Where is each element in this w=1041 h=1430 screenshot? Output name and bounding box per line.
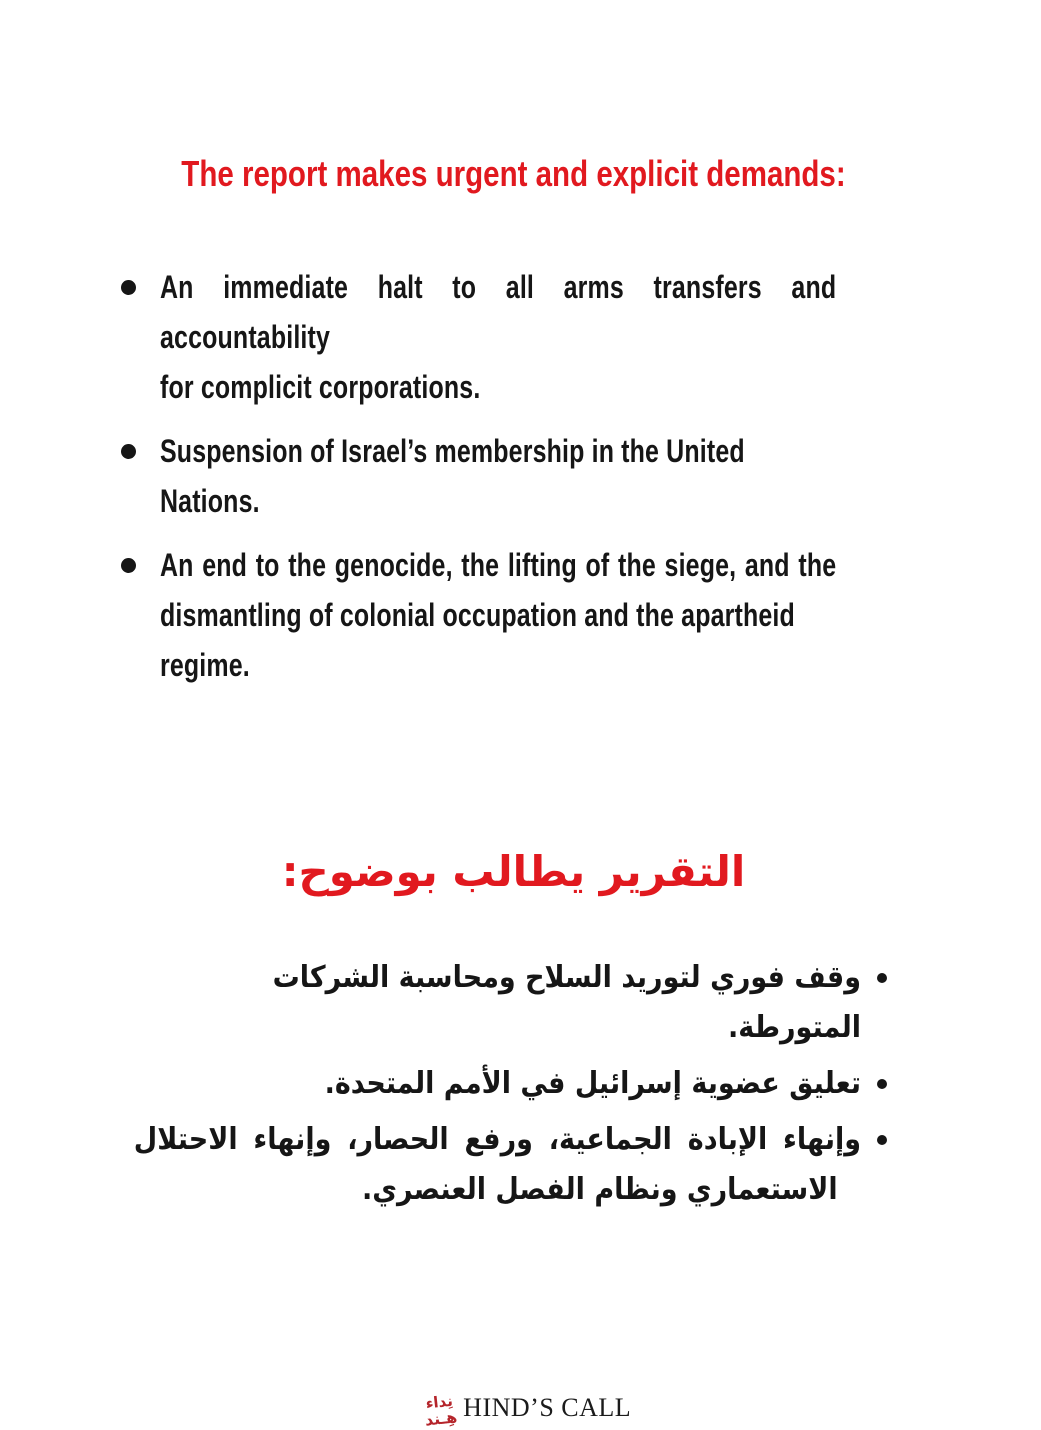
- demand-line: وقف فوري لتوريد السلاح ومحاسبة الشركات المتورطة.: [272, 960, 861, 1045]
- footer: [14, 1391, 1041, 1430]
- english-demands-list: [0, 262, 1027, 690]
- calligraphy-bottom-word: هِـند: [423, 1407, 458, 1430]
- demand-line: وإنهاء الإبادة الجماعية، ورفع الحصار، وإنهاء الاحتلال: [133, 1122, 861, 1157]
- brand-wordmark: HIND’S CALL: [463, 1393, 632, 1422]
- calligraphy-top-word: نِداء: [424, 1391, 454, 1413]
- demand-line: dismantling of colonial occupation and the apartheid regime.: [160, 597, 795, 683]
- demand-line: An immediate halt to all arms transfers and accountability: [160, 269, 837, 355]
- english-heading: The report makes urgent and explicit demands:: [181, 153, 846, 194]
- hinds-call-calligraphy-icon: [422, 1393, 458, 1428]
- bullet-dot-icon: [121, 280, 136, 295]
- demand-text: [134, 1115, 861, 1215]
- arabic-demand-item: [0, 1059, 887, 1109]
- bullet-dot-icon: [121, 444, 136, 459]
- demand-text: [160, 540, 836, 690]
- bullet-dot-icon: [877, 1135, 887, 1145]
- demand-line: تعليق عضوية إسرائيل في الأمم المتحدة.: [324, 1066, 861, 1101]
- bullet-dot-icon: [877, 1079, 887, 1089]
- demand-line: An end to the genocide, the lifting of the siege, and the: [160, 547, 837, 583]
- arabic-demand-item: [0, 1115, 887, 1215]
- english-demand-item: [121, 540, 1027, 690]
- english-demand-item: [121, 262, 1027, 412]
- english-demand-item: [121, 426, 1027, 526]
- arabic-heading: التقرير يطالب بوضوح:: [281, 847, 746, 896]
- bullet-dot-icon: [121, 558, 136, 573]
- bullet-dot-icon: [877, 973, 887, 983]
- demand-line: الاستعماري ونظام الفصل العنصري.: [361, 1172, 838, 1207]
- demand-text: [134, 1059, 861, 1109]
- arabic-demand-item: [0, 953, 887, 1053]
- demand-text: [160, 426, 836, 526]
- demand-text: [160, 262, 836, 412]
- demand-line: for complicit corporations.: [160, 369, 481, 405]
- arabic-demands-list: [0, 953, 1027, 1215]
- demand-text: [134, 953, 861, 1053]
- demand-line: Suspension of Israel’s membership in the United Nations.: [160, 433, 745, 519]
